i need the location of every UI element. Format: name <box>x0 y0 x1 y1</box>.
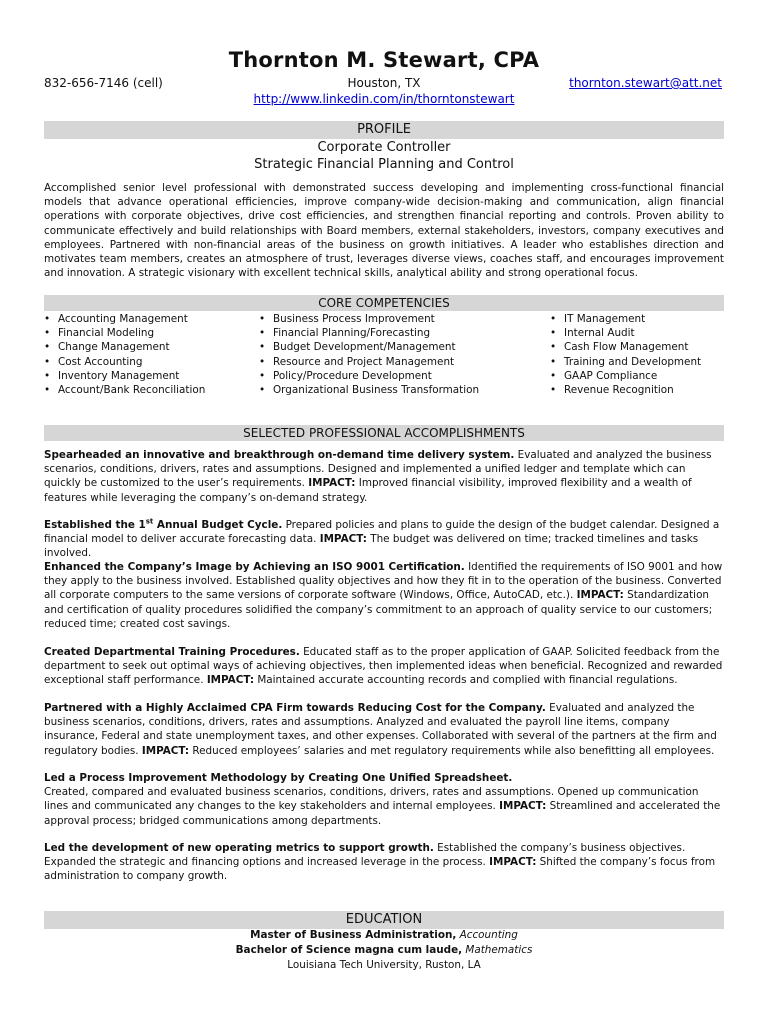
competencies-col-1 <box>44 312 205 397</box>
competency-item: • Business Process Improvement <box>259 312 479 326</box>
degree-field: Accounting <box>459 929 518 941</box>
accomplishment-body: Evaluated and analyzed the business scenarios, conditions, drivers, rates and assumptions. Analyzed and evaluated the payroll line items, company insurance, Federal and state unemployment taxes, and other expenses. Collaborated with several of the partners at the firm and regulatory bodies. <box>44 702 717 757</box>
accomplishment-title: Led the development of new operating metrics to support growth. <box>44 842 434 854</box>
candidate-name: Thornton M. Stewart, CPA <box>228 48 540 72</box>
accomplishment-item <box>44 645 724 688</box>
impact-text: Maintained accurate accounting records and complied with financial regulations. <box>254 674 678 687</box>
impact-label: IMPACT: <box>206 674 255 687</box>
accomplishment-body: Educated staff as to the proper application of GAAP. Solicited feedback from the department to seek out optimal ways of achieving objectives, then implemented ideas when beneficial. Recognized and rewarded exceptional staff performance. <box>44 646 723 687</box>
accomplishments-heading: SELECTED PROFESSIONAL ACCOMPLISHMENTS <box>44 425 724 441</box>
competency-item: • Cost Accounting <box>44 355 205 369</box>
degree-field: Mathematics <box>465 944 533 956</box>
impact-text: The budget was delivered on time; tracked timelines and tasks involved. <box>44 533 699 560</box>
competency-item: • IT Management <box>550 312 701 326</box>
competency-item: • Financial Modeling <box>44 326 205 340</box>
email-link[interactable]: thornton.stewart@att.net <box>569 76 722 90</box>
education-heading: EDUCATION <box>44 911 724 929</box>
accomplishment-item <box>44 841 724 884</box>
linkedin-line <box>0 92 768 106</box>
accomplishment-title-text: Annual Budget Cycle. <box>153 519 283 531</box>
accomplishment-title-text: Established the 1 <box>44 519 146 531</box>
profile-title-1: Corporate Controller <box>317 140 451 155</box>
competency-item: • Inventory Management <box>44 369 205 383</box>
accomplishment-item <box>44 560 724 631</box>
competency-item: • Organizational Business Transformation <box>259 383 479 397</box>
competency-item: • Policy/Procedure Development <box>259 369 479 383</box>
accomplishment-item <box>44 701 724 758</box>
accomplishment-body: Identified the requirements of ISO 9001 and how they apply to the business involved. Established quality objectives and how they fit in to the operation of the business. Converted all corporate computers to the same versions of corporate software (Windows, Office, AutoCAD, etc.). <box>44 561 723 602</box>
competency-item: • Cash Flow Management <box>550 340 701 354</box>
degree-2 <box>0 943 768 958</box>
profile-title-2: Strategic Financial Planning and Control <box>254 157 514 172</box>
accomplishment-body: Established the company’s business objectives. Expanded the strategic and financing options and increased leverage in the process. <box>44 842 686 869</box>
accomplishment-title <box>44 519 282 531</box>
competency-item: • GAAP Compliance <box>550 369 701 383</box>
competency-item: • Internal Audit <box>550 326 701 340</box>
competency-item: • Account/Bank Reconciliation <box>44 383 205 397</box>
accomplishment-item <box>44 448 724 505</box>
linkedin-link[interactable]: http://www.linkedin.com/in/thorntonstewart <box>253 92 515 106</box>
degree-name: Master of Business Administration, <box>250 929 457 941</box>
competency-item: • Financial Planning/Forecasting <box>259 326 479 340</box>
phone-number: 832-656-7146 (cell) <box>44 76 163 90</box>
competency-item: • Resource and Project Management <box>259 355 479 369</box>
impact-label: IMPACT: <box>319 533 367 546</box>
competencies-col-2 <box>259 312 479 397</box>
impact-label: IMPACT: <box>308 477 356 490</box>
accomplishment-title: Led a Process Improvement Methodology by Creating One Unified Spreadsheet. <box>44 772 513 784</box>
competency-item: • Training and Development <box>550 355 701 369</box>
profile-heading: PROFILE <box>44 121 724 139</box>
degree-1 <box>0 928 768 943</box>
degree-name: Bachelor of Science magna cum laude, <box>235 944 463 956</box>
accomplishment-title: Spearheaded an innovative and breakthrough on-demand time delivery system. <box>44 449 515 461</box>
impact-label: IMPACT: <box>489 856 537 869</box>
accomplishment-body: Evaluated and analyzed the business scenarios, conditions, drivers, rates and assumptions. Designed and implemented a unified ledger and template which can quickly be customized to the user’s requirements. <box>44 449 712 490</box>
accomplishment-title: Partnered with a Highly Acclaimed CPA Firm towards Reducing Cost for the Company. <box>44 702 546 714</box>
competencies-col-3 <box>550 312 701 397</box>
accomplishment-body: Created, compared and evaluated business scenarios, conditions, drivers, rates and assumptions. Opened up communication lines and communicated any changes to the key stakeholders and internal employees. <box>44 786 699 813</box>
competencies-heading: CORE COMPETENCIES <box>44 295 724 311</box>
impact-text: Streamlined and accelerated the approval process; bridged communications among departments. <box>44 800 721 827</box>
accomplishment-title: Created Departmental Training Procedures. <box>44 646 300 658</box>
accomplishment-title: Enhanced the Company’s Image by Achieving an ISO 9001 Certification. <box>44 561 465 573</box>
competency-item: • Budget Development/Management <box>259 340 479 354</box>
impact-label: IMPACT: <box>141 744 190 757</box>
competency-item: • Change Management <box>44 340 205 354</box>
accomplishment-body: Prepared policies and plans to guide the design of the budget calendar. Designed a financial model to deliver accurate forecasting data. <box>44 519 720 546</box>
accomplishment-item <box>44 518 724 561</box>
accomplishment-item <box>44 771 724 828</box>
impact-label: IMPACT: <box>499 800 547 813</box>
ordinal-suffix: st <box>145 517 154 526</box>
school: Louisiana Tech University, Ruston, LA <box>287 959 481 971</box>
impact-text: Improved financial visibility, improved flexibility and a wealth of features while leveraging the company’s on-demand strategy. <box>44 477 692 504</box>
profile-summary: Accomplished senior level professional with demonstrated success developing and implementing cross-functional financial models that advance operational efficiencies, improve company-wide decision-making and communication, align financial operations with corporate objectives, drive cost efficiencies, and strengthen financial reporting and controls. Proven ability to communicate effectively and build relationships with Board members, external stakeholders, investors, company executives and employees. Partnered with non-financial areas of the business on growth initiatives. A leader who establishes direction and motivates team members, creates an atmosphere of trust, leverages diverse views, coaches staff, and encourages improvement and innovation. A strategic visionary with excellent technical skills, analytical ability and strong operational focus. <box>44 182 724 280</box>
impact-text: Shifted the company’s focus from administration to company growth. <box>44 856 716 883</box>
location: Houston, TX <box>347 76 421 90</box>
competency-item: • Accounting Management <box>44 312 205 326</box>
competency-item: • Revenue Recognition <box>550 383 701 397</box>
impact-label: IMPACT: <box>576 589 624 602</box>
impact-text: Reduced employees’ salaries and met regulatory requirements while also benefitting all employees. <box>189 744 715 757</box>
impact-text: Standardization and certification of quality procedures solidified the company’s commitment to an approach of quality service to our customers; reduced time; created cost savings. <box>44 589 713 630</box>
